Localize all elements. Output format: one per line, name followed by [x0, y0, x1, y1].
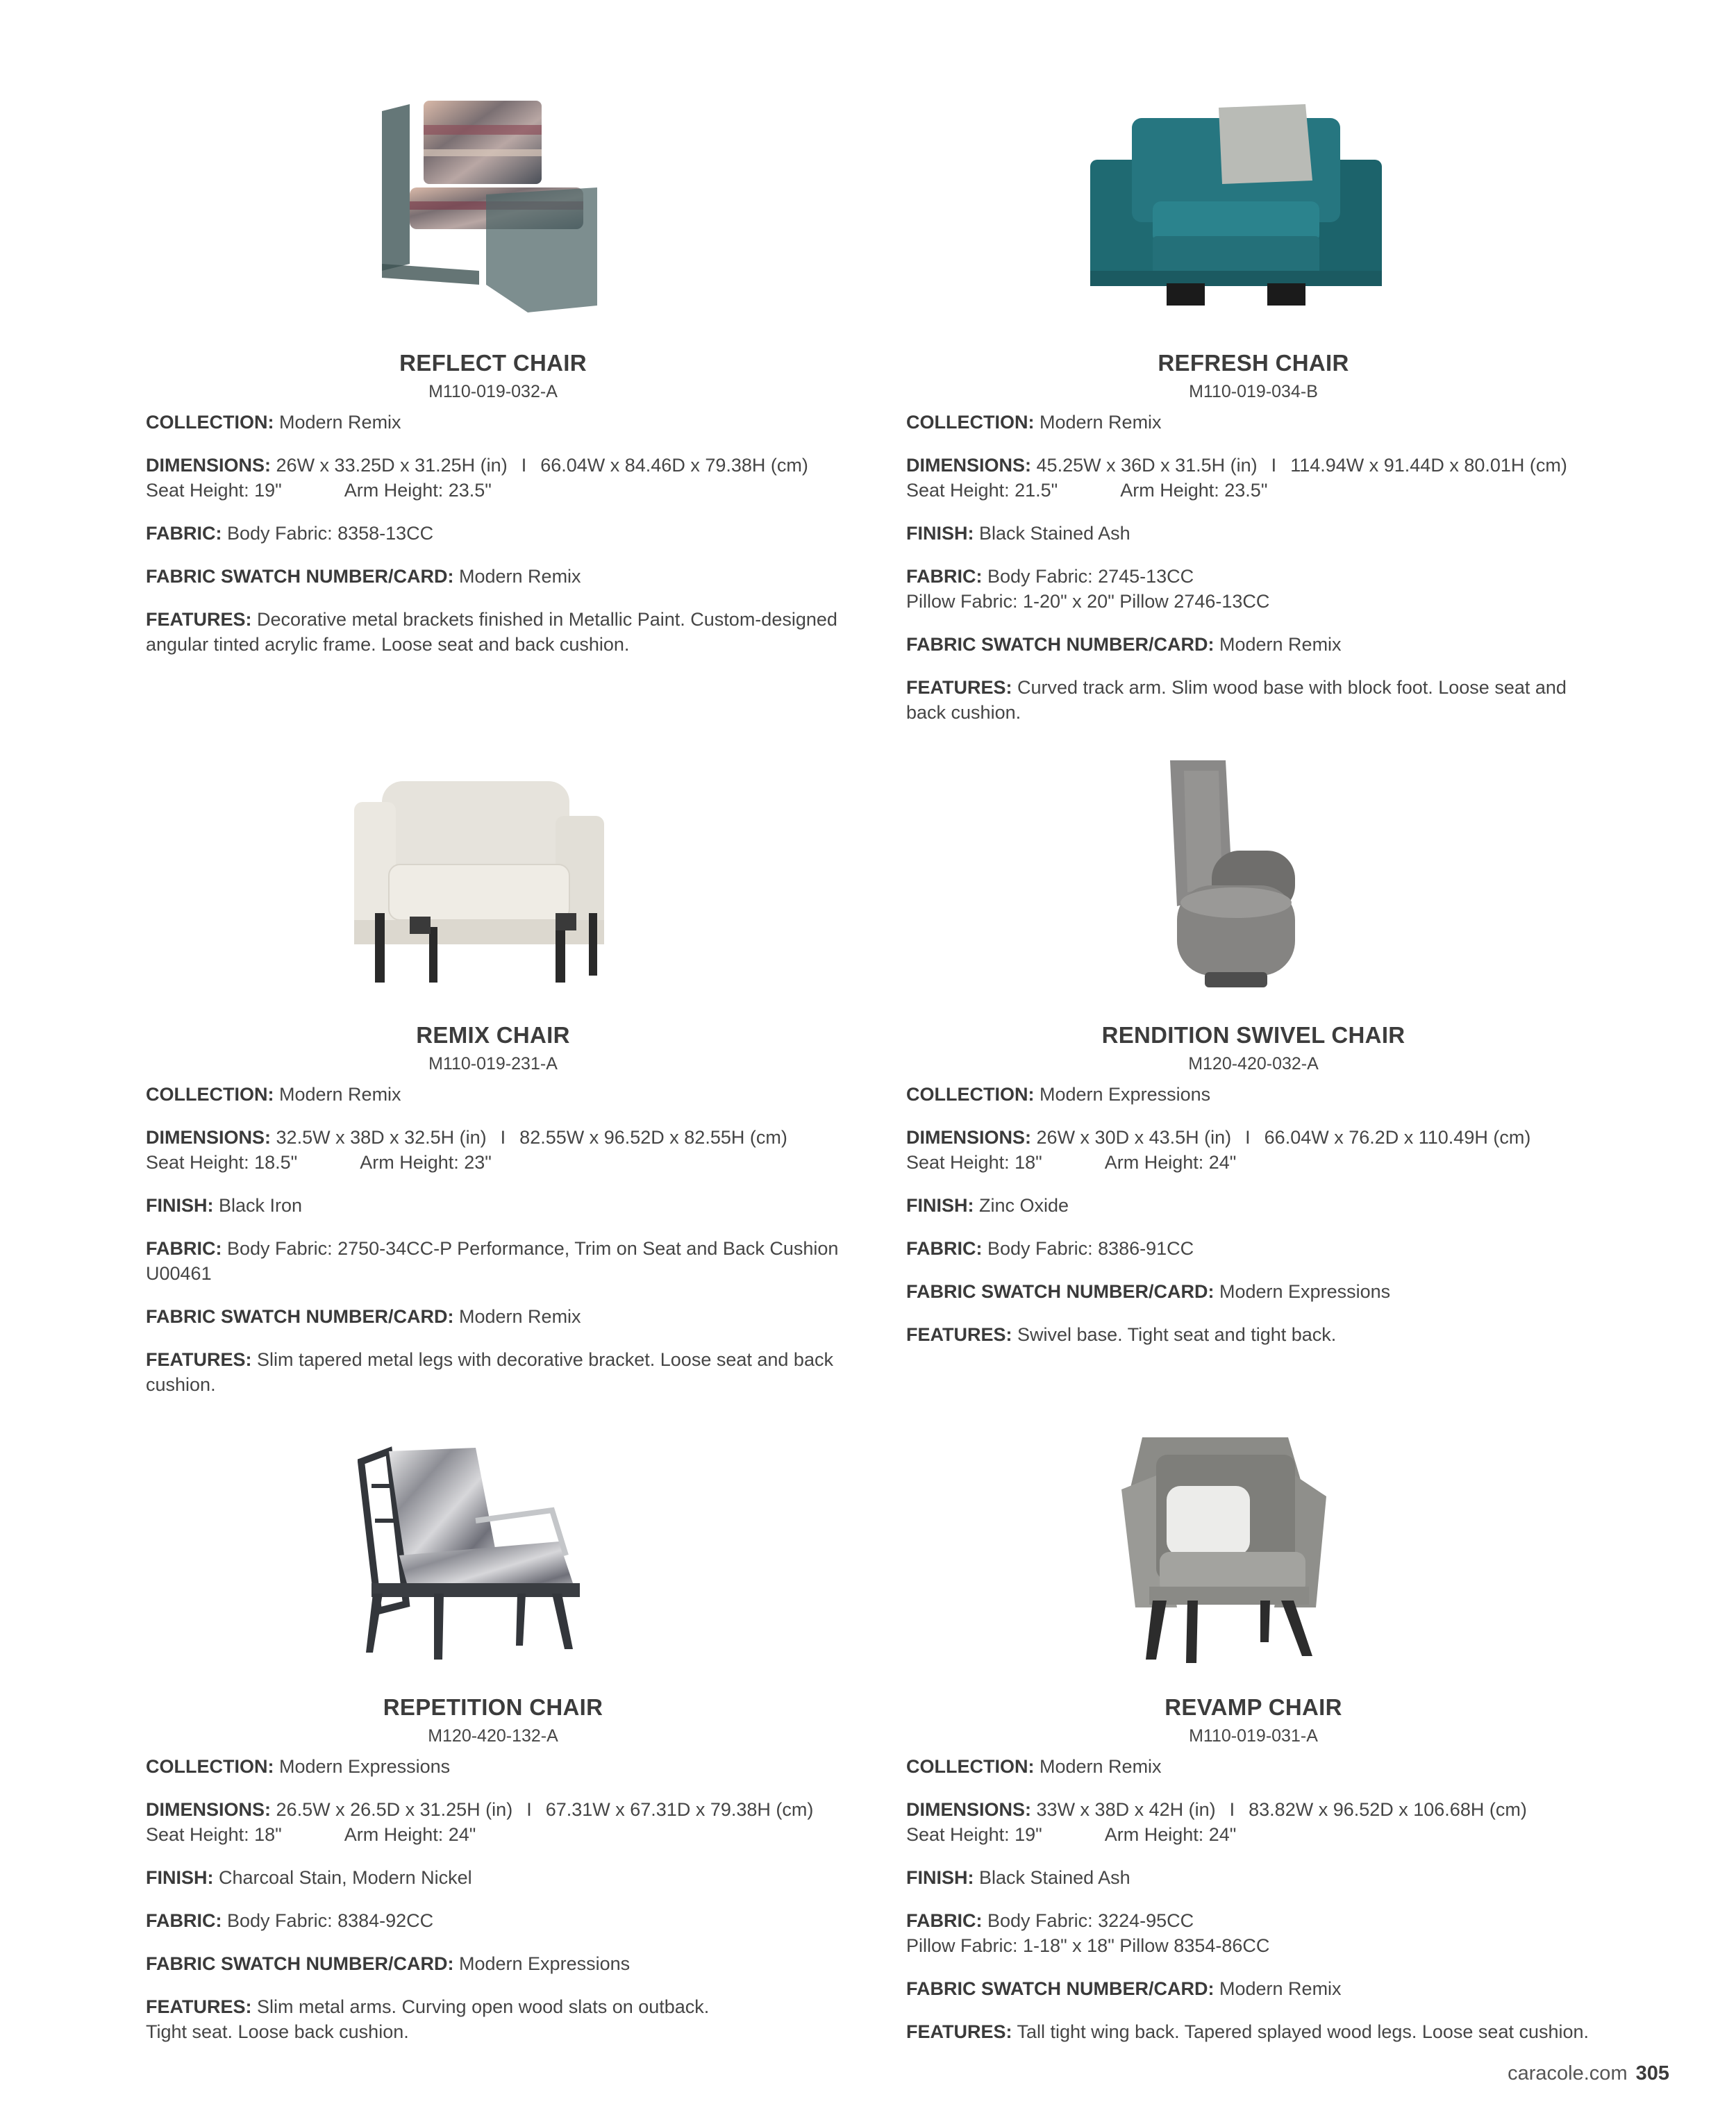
fabric-row: FABRIC: Body Fabric: 8386-91CC	[906, 1238, 1194, 1259]
page-number: 305	[1635, 2062, 1669, 2085]
dimensions-row: DIMENSIONS: 45.25W x 36D x 31.5H (in) I 114.94W x 91.44D x 80.01H (cm) Seat Height: 21.5" Arm Height: 23.5"	[906, 455, 1567, 501]
features-row: FEATURES: Curved track arm. Slim wood base with block foot. Loose seat and back cushion.	[906, 677, 1567, 723]
collection-row: COLLECTION: Modern Remix	[906, 1756, 1162, 1777]
reflect-chair-image	[368, 90, 618, 312]
finish-row: FINISH: Charcoal Stain, Modern Nickel	[146, 1867, 472, 1888]
features-row: FEATURES: Decorative metal brackets finished in Metallic Paint. Custom-designed angular tinted acrylic frame. Loose seat and back cushion.	[146, 609, 837, 655]
product-sku: M110-019-034-B	[1189, 382, 1318, 401]
fabric-row: FABRIC: Body Fabric: 2750-34CC-P Performance, Trim on Seat and Back Cushion U00461	[146, 1238, 839, 1284]
repetition-chair-image	[358, 1444, 587, 1666]
product-specs	[146, 1754, 840, 2062]
remix-chair-image	[347, 774, 611, 983]
finish-row: FINISH: Black Stained Ash	[906, 1867, 1130, 1888]
product-sku: M120-420-132-A	[428, 1726, 558, 1746]
features-row: FEATURES: Swivel base. Tight seat and tight back.	[906, 1324, 1337, 1345]
dimensions-row: DIMENSIONS: 26W x 33.25D x 31.25H (in) I 66.04W x 84.46D x 79.38H (cm) Seat Height: 19" Arm Height: 23.5"	[146, 455, 808, 501]
swatch-row: FABRIC SWATCH NUMBER/CARD: Modern Remix	[146, 566, 581, 587]
product-specs	[906, 1082, 1601, 1365]
collection-row: COLLECTION: Modern Expressions	[146, 1756, 451, 1777]
product-specs	[146, 1082, 840, 1415]
product-specs	[146, 410, 840, 675]
swatch-row: FABRIC SWATCH NUMBER/CARD: Modern Expressions	[146, 1953, 631, 1974]
collection-row: COLLECTION: Modern Remix	[146, 412, 401, 433]
product-title: REFLECT CHAIR	[399, 350, 587, 376]
fabric-row: FABRIC: Body Fabric: 3224-95CC Pillow Fabric: 1-18" x 18" Pillow 8354-86CC	[906, 1910, 1270, 1956]
product-sku: M110-019-031-A	[1189, 1726, 1318, 1746]
page-footer	[1508, 2062, 1669, 2085]
dimensions-row: DIMENSIONS: 33W x 38D x 42H (in) I 83.82W x 96.52D x 106.68H (cm) Seat Height: 19" Arm Height: 24"	[906, 1799, 1527, 1845]
dimensions-row: DIMENSIONS: 32.5W x 38D x 32.5H (in) I 82.55W x 96.52D x 82.55H (cm) Seat Height: 18.5" Arm Height: 23"	[146, 1127, 787, 1173]
swatch-row: FABRIC SWATCH NUMBER/CARD: Modern Remix	[906, 1978, 1342, 1999]
revamp-chair-image	[1115, 1434, 1337, 1666]
product-specs	[906, 410, 1601, 743]
collection-row: COLLECTION: Modern Remix	[906, 412, 1162, 433]
product-title: RENDITION SWIVEL CHAIR	[1101, 1022, 1405, 1048]
refresh-chair-image	[1090, 97, 1382, 312]
finish-row: FINISH: Black Stained Ash	[906, 523, 1130, 544]
product-sku: M120-420-032-A	[1188, 1054, 1319, 1073]
product-sku: M110-019-032-A	[428, 382, 558, 401]
collection-row: COLLECTION: Modern Expressions	[906, 1084, 1211, 1105]
rendition-swivel-chair-image	[1149, 753, 1323, 996]
collection-row: COLLECTION: Modern Remix	[146, 1084, 401, 1105]
fabric-row: FABRIC: Body Fabric: 8384-92CC	[146, 1910, 434, 1931]
swatch-row: FABRIC SWATCH NUMBER/CARD: Modern Remix	[146, 1306, 581, 1327]
features-row: FEATURES: Tall tight wing back. Tapered splayed wood legs. Loose seat cushion.	[906, 2021, 1589, 2042]
dimensions-row: DIMENSIONS: 26.5W x 26.5D x 31.25H (in) I 67.31W x 67.31D x 79.38H (cm) Seat Height: 18" Arm Height: 24"	[146, 1799, 814, 1845]
swatch-row: FABRIC SWATCH NUMBER/CARD: Modern Remix	[906, 634, 1342, 655]
fabric-row: FABRIC: Body Fabric: 2745-13CC Pillow Fabric: 1-20" x 20" Pillow 2746-13CC	[906, 566, 1270, 612]
dimensions-row: DIMENSIONS: 26W x 30D x 43.5H (in) I 66.04W x 76.2D x 110.49H (cm) Seat Height: 18" Arm Height: 24"	[906, 1127, 1531, 1173]
footer-site-link[interactable]: caracole.com	[1508, 2062, 1628, 2085]
finish-row: FINISH: Black Iron	[146, 1195, 303, 1216]
finish-row: FINISH: Zinc Oxide	[906, 1195, 1069, 1216]
product-title: REPETITION CHAIR	[383, 1694, 603, 1720]
product-specs	[906, 1754, 1601, 2062]
features-row: FEATURES: Slim tapered metal legs with decorative bracket. Loose seat and back cushion.	[146, 1349, 833, 1395]
product-sku: M110-019-231-A	[428, 1054, 558, 1073]
swatch-row: FABRIC SWATCH NUMBER/CARD: Modern Expressions	[906, 1281, 1391, 1302]
fabric-row: FABRIC: Body Fabric: 8358-13CC	[146, 523, 434, 544]
product-title: REMIX CHAIR	[416, 1022, 570, 1048]
features-row: FEATURES: Slim metal arms. Curving open wood slats on outback. Tight seat. Loose back cushion.	[146, 1996, 710, 2042]
product-title: REVAMP CHAIR	[1165, 1694, 1342, 1720]
product-title: REFRESH CHAIR	[1158, 350, 1349, 376]
